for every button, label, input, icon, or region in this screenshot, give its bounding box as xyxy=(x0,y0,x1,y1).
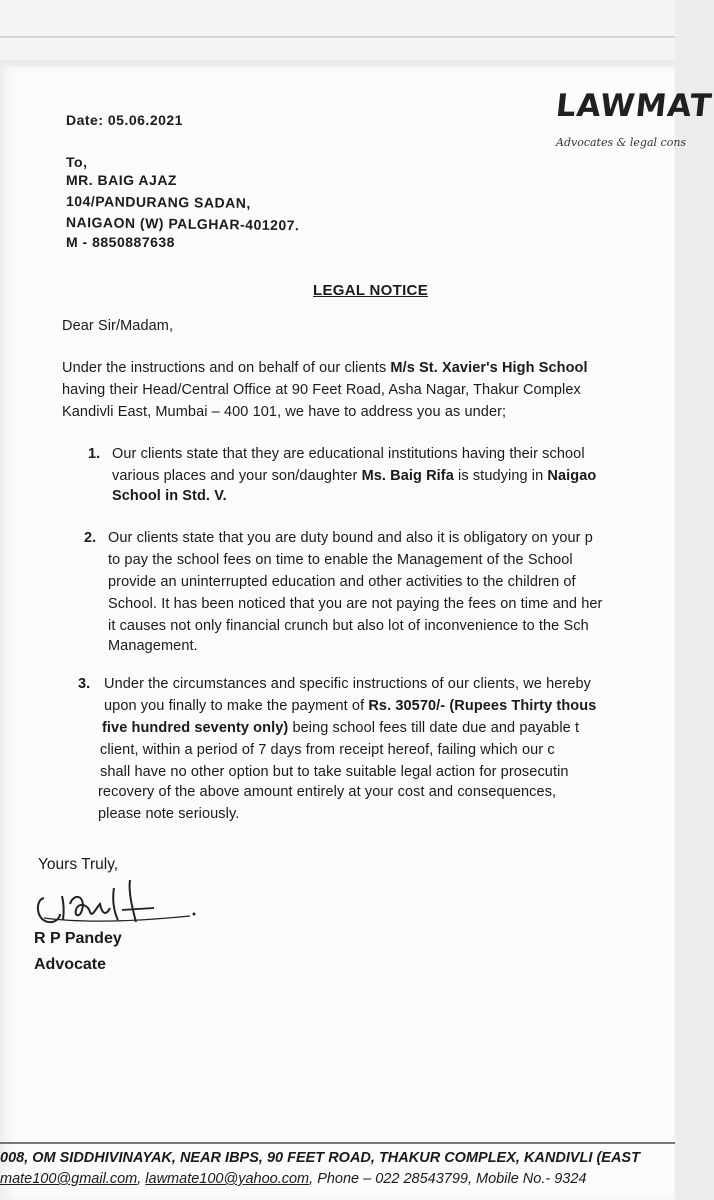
footer-address: 008, OM SIDDHIVINAYAK, NEAR IBPS, 90 FEET ROAD, THAKUR COMPLEX, KANDIVLI (EAST xyxy=(0,1150,640,1166)
point-2-line: it causes not only financial crunch but also lot of inconvenience to the Sch xyxy=(108,618,589,634)
recipient-address-2: NAIGAON (W) PALGHAR-401207. xyxy=(65,214,300,234)
firm-logo: LAWMAT xyxy=(554,88,714,124)
point-3-line: five hundred seventy only) being school fees till date due and payable t xyxy=(102,720,580,736)
point-1-line: Our clients state that they are educational institutions having their school xyxy=(112,446,585,462)
point-2-number: 2. xyxy=(84,530,97,546)
notice-title: LEGAL NOTICE xyxy=(313,282,428,299)
page-separator xyxy=(0,36,675,38)
footer-rule xyxy=(0,1142,675,1144)
intro-line-2: having their Head/Central Office at 90 Feet Road, Asha Nagar, Thakur Complex xyxy=(62,382,581,398)
recipient-to: To, xyxy=(66,154,88,170)
signatory-designation: Advocate xyxy=(34,956,107,973)
footer-contact: mate100@gmail.com, lawmate100@yahoo.com, Phone – 022 28543799, Mobile No.- 9324 xyxy=(0,1171,587,1187)
recipient-mobile: M - 8850887638 xyxy=(66,234,175,250)
notice-date: Date: 05.06.2021 xyxy=(66,112,183,128)
point-2-line: provide an uninterrupted education and other activities to the children of xyxy=(108,574,576,590)
point-1-line: School in Std. V. xyxy=(112,488,227,504)
point-3-line: client, within a period of 7 days from receipt hereof, failing which our c xyxy=(100,742,555,758)
signatory-name: R P Pandey xyxy=(34,930,122,947)
intro-line-1: Under the instructions and on behalf of our clients M/s St. Xavier's High School xyxy=(62,360,588,376)
viewer-top-bar xyxy=(0,0,675,60)
recipient-address-1: 104/PANDURANG SADAN, xyxy=(65,193,251,211)
point-1-line: various places and your son/daughter Ms. Baig Rifa is studying in Naigao xyxy=(112,468,597,484)
closing-yours-truly: Yours Truly, xyxy=(38,856,119,873)
point-2-line: to pay the school fees on time to enable the Management of the School xyxy=(108,552,573,568)
handwritten-signature xyxy=(30,870,210,930)
point-3-line: upon you finally to make the payment of Rs. 30570/- (Rupees Thirty thous xyxy=(104,698,597,714)
point-2-line: School. It has been noticed that you are not paying the fees on time and her xyxy=(108,596,603,612)
point-1-number: 1. xyxy=(88,446,101,462)
salutation: Dear Sir/Madam, xyxy=(62,318,174,334)
point-3-line: recovery of the above amount entirely at your cost and consequences, xyxy=(98,784,557,800)
intro-line-3: Kandivli East, Mumbai – 400 101, we have to address you as under; xyxy=(62,404,507,420)
point-2-line: Our clients state that you are duty bound and also it is obligatory on your p xyxy=(108,530,593,546)
point-3-line: please note seriously. xyxy=(98,806,240,822)
recipient-name: MR. BAIG AJAZ xyxy=(66,172,177,188)
point-3-line: shall have no other option but to take suitable legal action for prosecutin xyxy=(100,764,569,780)
point-3-line: Under the circumstances and specific instructions of our clients, we hereby xyxy=(104,676,592,692)
point-3-number: 3. xyxy=(78,676,91,692)
firm-tagline: Advocates & legal cons xyxy=(556,136,687,149)
point-2-line: Management. xyxy=(108,638,198,654)
